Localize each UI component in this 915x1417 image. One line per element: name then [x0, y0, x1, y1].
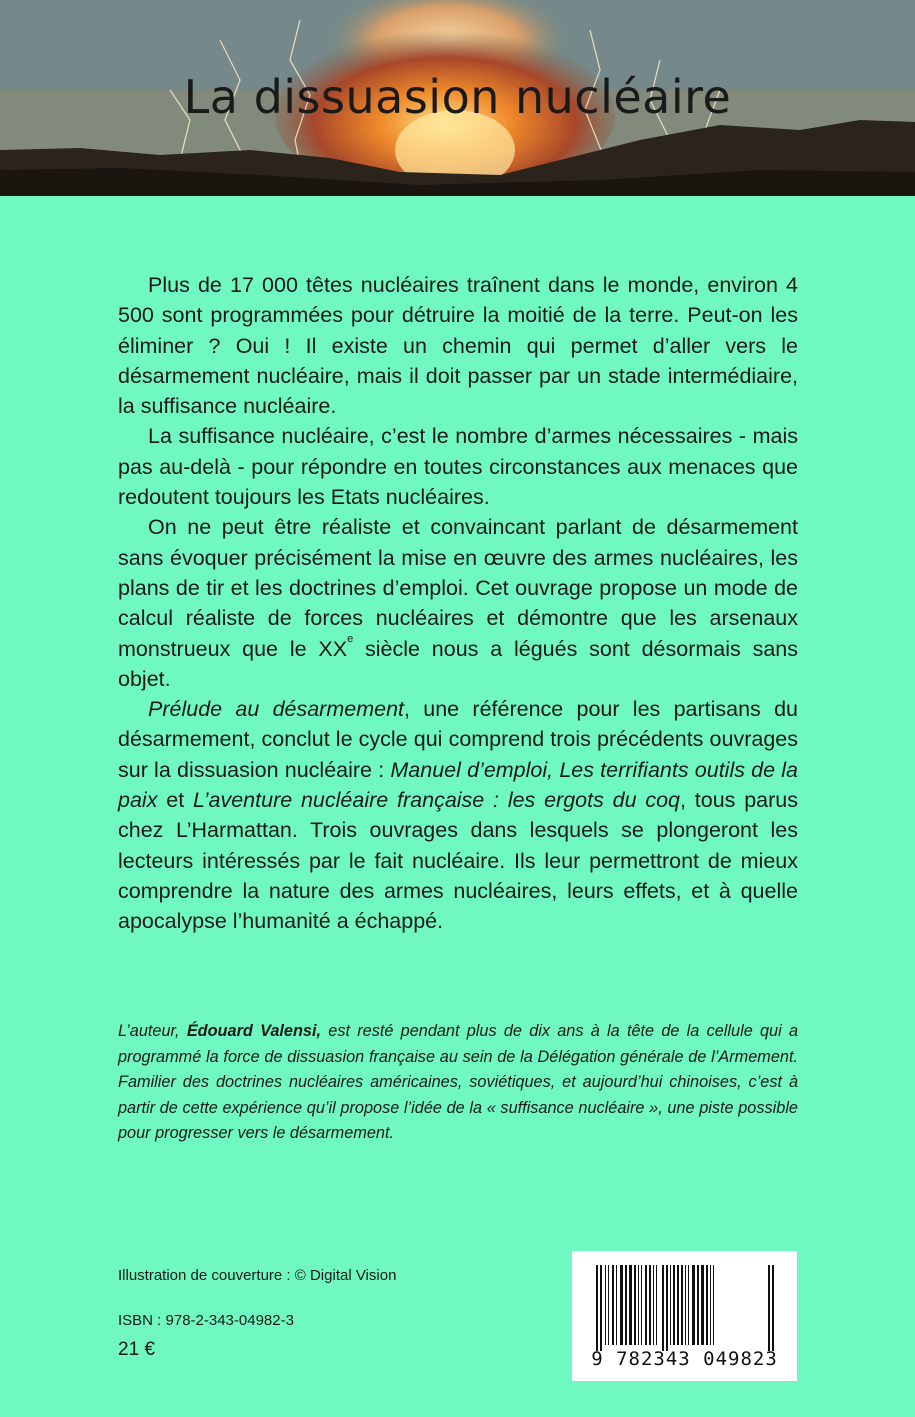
book-title-prelude: Prélude au désarmement — [148, 697, 405, 722]
author-name: Édouard Valensi, — [186, 1022, 322, 1040]
barcode-digits: 9 782343 049823 — [591, 1348, 778, 1370]
illustration-credit: Illustration de couverture : © Digital Vision — [118, 1267, 397, 1284]
barcode-bar — [629, 1265, 632, 1345]
barcode-bar — [666, 1265, 668, 1351]
barcode-bar — [673, 1265, 675, 1345]
barcode-bar — [685, 1265, 686, 1345]
barcode-bar — [681, 1265, 683, 1345]
blurb-p4-text-c: , tous parus chez L’Harmattan. Trois ouvrages dans lesquels se plongeront les lecteurs intéressés par le fait nucléaire. Ils leur permettront de mieux comprendre la nature des armes nucléaires, leurs effets, et à quelle apocalypse l’humanité a échappé. — [118, 788, 798, 934]
barcode-panel — [572, 1251, 797, 1381]
barcode-bar — [638, 1265, 639, 1345]
barcode-bar — [596, 1265, 598, 1351]
blurb-p3-end: siècle nous a légués sont désormais sans objet. — [118, 636, 798, 691]
barcode-bar — [692, 1265, 695, 1345]
barcode-bar — [768, 1265, 770, 1351]
blurb-paragraph-4 — [118, 694, 798, 936]
blurb-paragraph-1: Plus de 17 000 têtes nucléaires traînent dans le monde, environ 4 500 sont programmées pour détruire la moitié de la terre. Peut-on les éliminer ? Oui ! Il existe un chemin qui permet d’aller vers le désarmement nucléaire, mais il doit passer par un stade intermédiaire, la suffisance nucléaire. — [118, 273, 798, 419]
barcode-bar — [634, 1265, 636, 1345]
barcode-bar — [600, 1265, 602, 1351]
barcode-bar — [677, 1265, 679, 1345]
barcode-bar — [662, 1265, 664, 1351]
barcode-bar — [645, 1265, 647, 1345]
cover-title: La dissuasion nucléaire — [183, 70, 732, 124]
blurb — [118, 270, 798, 937]
author-bio-text: est resté pendant plus de dix ans à la tête de la cellule qui a programmé la force de dissuasion française au sein de la Délégation générale de l’Armement. Familier des doctrines nucléaires américaines, soviétiques, et aujourd’hui chinoises, c’est à partir de cette expérience qu’il propose l’idée de la « suffisance nucléaire », une piste possible pour progresser vers le désarmement. — [118, 1022, 799, 1143]
barcode-bar — [625, 1265, 627, 1345]
barcode-bar — [641, 1265, 642, 1345]
author-bio — [118, 1019, 798, 1147]
blurb-paragraph-3 — [118, 512, 798, 694]
barcode-bar — [649, 1265, 651, 1345]
barcode-bar — [713, 1265, 714, 1345]
barcode-bar — [670, 1265, 671, 1345]
cover-header — [0, 0, 915, 196]
barcode-bar — [616, 1265, 617, 1345]
barcode-bar — [656, 1265, 657, 1345]
barcode-bar — [688, 1265, 689, 1345]
barcode-bar — [653, 1265, 654, 1345]
book-title-aventure: L’aventure nucléaire française : les ergots du coq — [192, 788, 681, 813]
blurb-p4-text-b: et — [157, 788, 193, 813]
book-title-manuel: Manuel d’emploi, Les terrifiants outils de la paix — [118, 757, 798, 813]
barcode-bar — [706, 1265, 708, 1345]
barcode-bar — [772, 1265, 774, 1351]
barcode-bar — [612, 1265, 614, 1345]
blurb-p3-text: On ne peut être réaliste et convaincant parlant de désarmement sans évoquer précisément la mise en œuvre des armes nucléaires, les plans de tir et les doctrines d’emploi. Cet ouvrage propose un mode de calcul réaliste de forces nucléaires et démontre que les arsenaux monstrueux que le XX — [118, 515, 798, 661]
barcode-bar — [620, 1265, 623, 1345]
price: 21 € — [118, 1339, 155, 1360]
century-superscript: e — [347, 632, 354, 645]
barcode-bar — [605, 1265, 606, 1345]
blurb-paragraph-2: La suffisance nucléaire, c’est le nombre d’armes nécessaires - mais pas au-delà - pour répondre en toutes circonstances aux menaces que redoutent toujours les Etats nucléaires. — [118, 424, 798, 510]
barcode-bar — [701, 1265, 704, 1345]
barcode-bar — [697, 1265, 699, 1345]
isbn: ISBN : 978-2-343-04982-3 — [118, 1312, 294, 1329]
author-prefix: L’auteur, — [118, 1022, 187, 1040]
barcode-bar — [710, 1265, 711, 1345]
barcode-bar — [608, 1265, 609, 1345]
blurb-p4-text-a: , une référence pour les partisans du désarmement, conclut le cycle qui comprend trois précédents ouvrages sur la dissuasion nucléaire : — [118, 697, 798, 782]
